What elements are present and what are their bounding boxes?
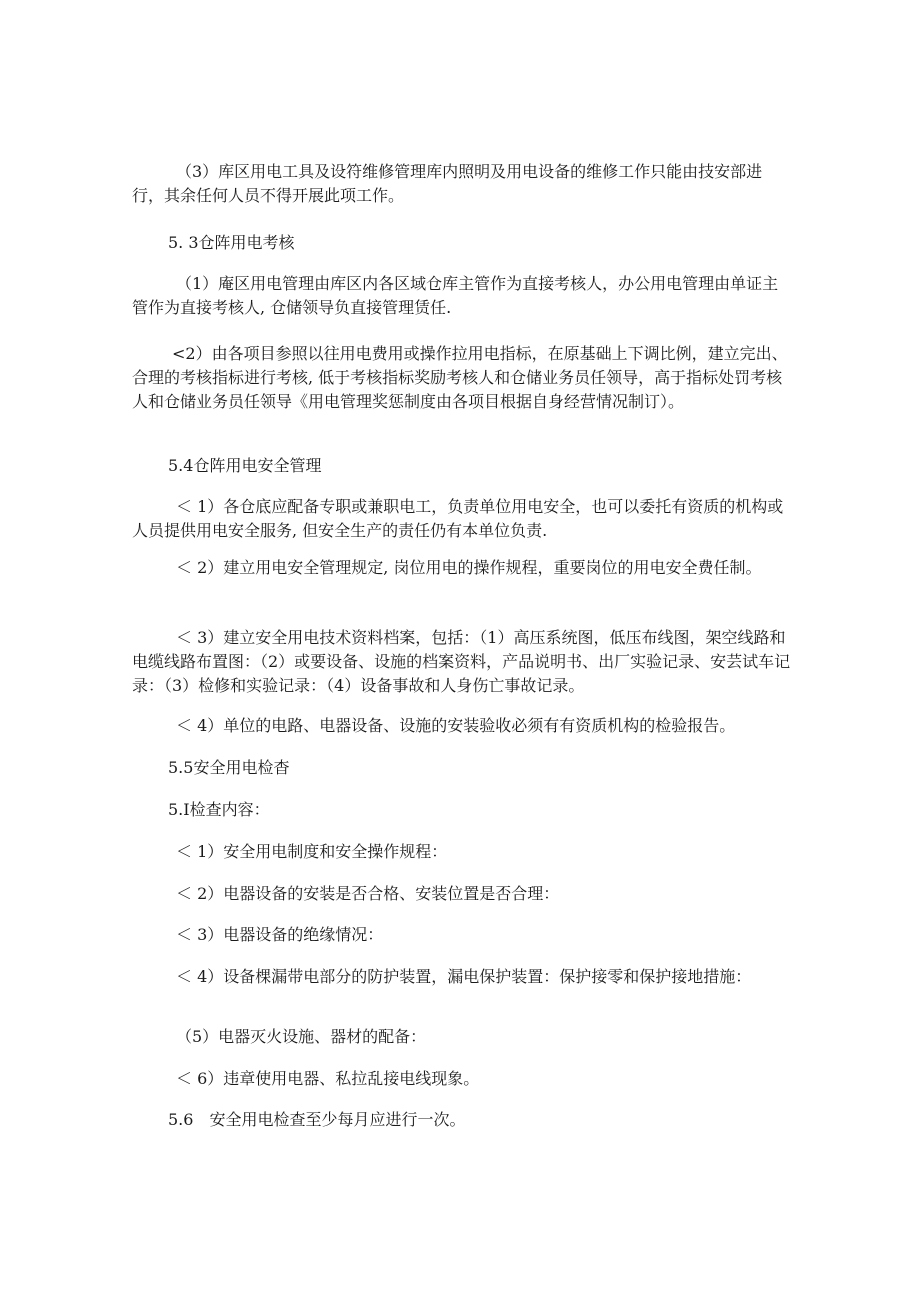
check-item-1: ＜ 1）安全用电制度和安全操作规程： [176, 842, 448, 861]
heading-5-1: 5.I检查内容： [168, 800, 270, 819]
paragraph-safety-1: ＜ 1）各仓底应配备专职或兼职电工，负责单位用电安全，也可以委托有资质的机构或人员提供用电安全服务, 但安全生产的责任仍有本单位负责. [132, 497, 784, 540]
heading-5-4: 5.4仓阵用电安全管理 [168, 456, 322, 475]
heading-5-6: 5.6 安全用电检查至少每月应进行一次。 [168, 1110, 466, 1129]
paragraph-3-maintenance: （3）库区用电工具及设符维修管理库内照明及用电设备的维修工作只能由技安部进行，其余任何人员不得开展此项工作。 [132, 162, 763, 205]
check-item-2: ＜ 2）电器设备的安装是否合格、安装位置是否合理： [176, 884, 560, 903]
heading-5-3: 5. 3仓阵用电考核 [168, 233, 295, 252]
check-item-4: ＜ 4）设备棵漏带电部分的防护装置，漏电保护装置：保护接零和保护接地措施： [176, 967, 752, 986]
paragraph-safety-4: ＜ 4）单位的电路、电器设备、设施的安装验收必须有有资质机构的检验报告。 [176, 716, 736, 735]
paragraph-safety-3: ＜ 3）建立安全用电技术资料档案，包括：（1）高压系统图，低压布线图，架空线路和电缆线路布置图：（2）或要设备、设施的档案资料，产品说明书、出厂实验记录、安芸试车记录：（3）检修和实验记录：（4）设备事故和人身伤亡事故记录。 [132, 628, 791, 695]
heading-5-5: 5.5安全用电检杳 [168, 758, 290, 777]
check-item-6: ＜ 6）违章使用电器、私拉乱接电线现象。 [176, 1069, 480, 1088]
check-item-5: （5）电器灭火设施、器材的配备： [176, 1027, 427, 1046]
paragraph-safety-2: ＜ 2）建立用电安全管理规定, 岗位用电的操作规程，重要岗位的用电安全费任制。 [176, 558, 762, 577]
paragraph-1-assessment: （1）庵区用电管理由库区内各区域仓库主管作为直接考核人，办公用电管理由单证主管作为直接考核人, 仓储领导负直接管理赁任. [132, 274, 779, 317]
check-item-3: ＜ 3）电器设备的绝缘情况： [176, 925, 384, 944]
paragraph-2-assessment: <2）由各项目参照以往用电费用或操作拉用电指标，在原基础上下调比例，建立完出、合理的考核指标进行考核, 低于考核指标奖励考核人和仓储业务员任领导，高于指标处罚考核人和仓储业务员任领导《用电管理奖惩制度由各项目根据自身经营情况制订）。 [132, 344, 788, 411]
